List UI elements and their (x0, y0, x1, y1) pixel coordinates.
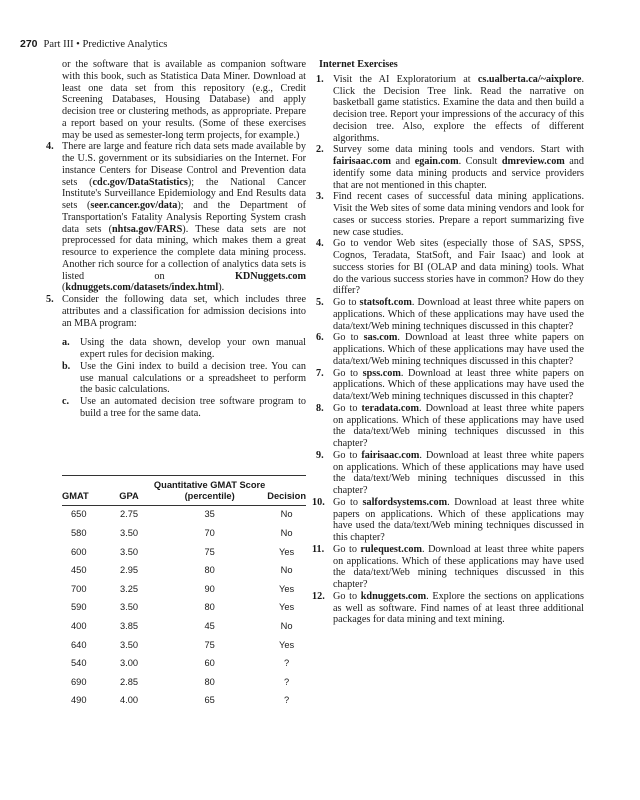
bold-link-text: fairisaac.com (361, 449, 420, 461)
exercise-item (46, 294, 306, 420)
sub-item-letter: b. (62, 360, 71, 372)
item-number: 2. (316, 144, 324, 156)
text-segment: Go to (333, 543, 361, 555)
text-segment: Go to (333, 496, 363, 508)
table-cell: Yes (279, 602, 295, 613)
table-cell: 80 (204, 565, 215, 576)
exercise-item (312, 496, 585, 544)
item-number: 6. (316, 332, 324, 344)
exercise-item (316, 367, 584, 403)
bold-link-text: spss.com (362, 367, 401, 379)
item-text (333, 368, 584, 403)
table-cell: 3.50 (119, 528, 139, 539)
sub-item-text: Using the data shown, develop your own manual expert rules for decision making. (80, 337, 306, 360)
table-cell: 3.50 (119, 639, 139, 650)
item-number: 7. (316, 367, 324, 379)
table-row (62, 655, 306, 674)
exercise-item (316, 332, 585, 367)
sub-item (62, 360, 306, 396)
table-cell: ? (284, 658, 290, 669)
table-cell: 600 (71, 546, 87, 557)
table-cell: 70 (204, 528, 215, 539)
table-row (62, 673, 306, 692)
section-title: Internet Exercises (319, 59, 398, 70)
right-column (312, 59, 585, 626)
exercise-item (316, 402, 585, 450)
table-row (62, 580, 306, 599)
table-cell: 45 (204, 620, 215, 631)
table-cell: Yes (279, 546, 295, 557)
table-row (62, 618, 306, 637)
item-number: 9. (316, 449, 324, 461)
table-cell: 2.95 (119, 565, 139, 576)
bold-link-text: dmreview.com (501, 156, 565, 167)
text-segment: ). (218, 282, 225, 294)
table-cell: Yes (279, 639, 295, 650)
text-segment: Find recent cases of successful data mining applications. Visit the Web sites of some data mining vendors and look for cases or success stories. Prepare a report summarizing five new case studies. (333, 191, 584, 238)
exercise-item (316, 297, 585, 332)
text-segment: or the software that is available as companion software with this book, such as Statistica Data Miner. Download at least one data set from this repository (e.g., Credit Screening Databases, Housing Database) and apply decision tree or clustering methods, as appropriate. Prepare a report based on your results. (Some of these exercises may be used as semester-long term projects, for example.) (62, 59, 306, 141)
text-segment: ( (62, 282, 66, 294)
text-segment: Survey some data mining tools and vendors. Start with (333, 144, 584, 156)
bold-link-text: fairisaac.com (333, 156, 391, 167)
exercise-item (316, 191, 584, 238)
item-text (333, 297, 584, 332)
table-cell: 3.85 (119, 620, 139, 631)
table-cell: 650 (71, 509, 87, 520)
table-cell: 540 (71, 658, 87, 669)
page-number: 270 (20, 38, 38, 50)
table-row (62, 543, 306, 562)
table-cell: No (280, 509, 293, 520)
bold-link-text: rulequest.com (360, 543, 422, 555)
exercise-item (316, 73, 584, 145)
exercise-item (46, 141, 306, 294)
table-cell: 3.50 (119, 602, 139, 613)
admission-data-table (62, 475, 306, 711)
table-cell: ? (284, 695, 290, 706)
table-cell: 90 (204, 583, 215, 594)
text-segment: ); and the Department of Transportation's Fatality Analysis Reporting System crash data sets ( (62, 200, 306, 235)
item-number: 1. (316, 73, 324, 85)
table-row (62, 506, 306, 525)
item-number: 8. (316, 402, 324, 414)
table-row (62, 562, 306, 581)
text-segment: Go to (333, 367, 363, 379)
table-cell: 3.25 (119, 583, 139, 594)
column-header: GPA (106, 476, 152, 506)
text-segment: Go to vendor Web sites (especially those of SAS, SPSS, Cognos, Teradata, StatSoft, and Fair Isaac) and look at success stories for BI (OLAP and data mining) tools. What do the various success stories have in common? How do they differ? (333, 238, 584, 297)
item-text (333, 74, 584, 144)
item-number: 10. (312, 496, 325, 508)
text-segment: . Download at least three white papers on applications. Which of these applications may have used the data/text/Web mining techniques discussed in this chapter? (333, 297, 585, 332)
item-number: 5. (316, 297, 324, 308)
table-cell: 80 (204, 676, 215, 687)
text-segment: Go to (333, 332, 364, 344)
item-number: 3. (316, 191, 324, 203)
table-cell: 2.85 (119, 676, 139, 687)
table-row (62, 599, 306, 618)
table-cell: 3.50 (119, 546, 139, 557)
table-cell: 3.00 (119, 658, 139, 669)
item-text (333, 332, 584, 367)
text-segment: Visit the AI Exploratorium at (333, 73, 478, 85)
text-segment: Go to (333, 402, 362, 414)
table-cell: 60 (204, 658, 215, 669)
text-segment: and (391, 156, 415, 167)
column-header: GMAT (62, 476, 106, 506)
text-segment: . Download at least three white papers on applications. Which of these applications may have used the data/text/Web mining techniques discussed in this chapter? (333, 449, 585, 496)
text-segment: . Download at least three white papers on applications. Which of these applications may have used the data/text/Web mining techniques discussed in this chapter? (333, 367, 584, 402)
text-segment: ). These data sets are not preprocessed for data mining, which makes them a great resource to experience the complete data mining process. Another rich source for a collection of analytics data sets is listed on (62, 223, 306, 282)
bold-link-text: cdc.gov/DataStatistics (92, 176, 188, 188)
sub-item-letter: a. (62, 337, 70, 349)
table-cell: No (280, 565, 293, 576)
table-header-row (62, 476, 306, 506)
exercise-item (316, 449, 585, 497)
sub-item (62, 337, 306, 361)
item-text (333, 544, 584, 590)
text-segment: Consider the following data set, which includes three attributes and a classification for admission decisions into an MBA program: (62, 294, 306, 329)
sub-items (62, 337, 306, 419)
table-cell: No (280, 620, 293, 631)
table-cell: Yes (279, 583, 295, 594)
exercise-item (316, 144, 584, 191)
table-cell: 700 (71, 583, 87, 594)
table-cell: 75 (204, 546, 215, 557)
table-cell: 75 (204, 639, 215, 650)
running-title: Part III • Predictive Analytics (43, 39, 168, 50)
table-cell: 640 (71, 639, 87, 650)
item-text (333, 591, 584, 626)
item-number: 4. (316, 238, 324, 250)
table-cell: ? (284, 676, 290, 687)
text-segment: . Explore the sections on applications as well as software. Find names of at least three additional packages for data mining and text mining. (333, 590, 584, 626)
table-cell: 400 (71, 620, 87, 631)
bold-link-text: seer.cancer.gov/data (90, 200, 178, 211)
bold-link-text: sas.com (363, 332, 398, 344)
table-cell: 65 (204, 695, 215, 706)
bold-link-text: statsoft.com (359, 297, 412, 308)
text-segment: . Download at least three white papers on applications. Which of these applications may have used the data/text/Web mining techniques discussed in this chapter? (333, 543, 584, 590)
exercise-item (312, 543, 584, 591)
item-text (62, 141, 306, 293)
item-text (333, 191, 584, 237)
bold-link-text: teradata.com (361, 402, 419, 414)
bold-link-text: cs.ualberta.ca/~aixplore (477, 73, 582, 85)
bold-link-text: kdnuggets.com/datasets/index.html (65, 282, 219, 294)
item-number: 11. (312, 543, 325, 555)
table-cell: 580 (71, 528, 87, 539)
sub-item-text: Use an automated decision tree software program to build a tree for the same data. (80, 396, 306, 419)
exercise-item (316, 238, 584, 297)
bold-link-text: salfordsystems.com (362, 496, 448, 508)
table-row (62, 525, 306, 544)
table-cell: 35 (204, 509, 215, 520)
text-segment: Go to (333, 297, 360, 308)
column-header: Decision (267, 476, 306, 506)
item-number: 12. (312, 590, 325, 602)
text-segment: . Download at least three white papers on applications. Which of these applications may have used the data/text/Web mining techniques discussed in this chapter? (333, 496, 585, 543)
item-text (333, 497, 584, 543)
table-row (62, 692, 306, 711)
table-cell: No (280, 528, 293, 539)
item-text (333, 450, 584, 496)
left-column (46, 59, 306, 420)
table-cell: 690 (71, 676, 87, 687)
item-text (62, 294, 306, 329)
bold-link-text: kdnuggets.com (360, 590, 427, 602)
sub-item (62, 396, 306, 420)
text-segment: ); the National Cancer Institute's Surveillance Epidemiology and End Results data sets ( (62, 176, 306, 211)
exercise-item (312, 590, 584, 626)
table-cell: 2.75 (119, 509, 139, 520)
bold-link-text: egain.com (414, 156, 459, 167)
table-cell: 590 (71, 602, 87, 613)
intro-paragraph (62, 59, 306, 141)
text-segment: and identify some data mining products and service providers that are not mentioned in this chapter. (333, 156, 584, 191)
sub-item-text: Use the Gini index to build a decision tree. You can use manual calculations or a spreadsheet to perform the basic calculations. (80, 360, 306, 396)
item-text (333, 144, 584, 190)
item-text (333, 238, 584, 296)
running-header (20, 39, 167, 51)
text-segment: There are large and feature rich data sets made available by the U.S. government or its subsidiaries on the Internet. For instance Centers for Disease Control and Prevention data sets ( (62, 141, 306, 188)
text-segment: . Click the Decision Tree link. Read the narrative on basketball game statistics. Examine the data and then build a decision tree. Report your impressions of the accuracy of this decision tree. Also, explore the effects of different algorithms. (333, 73, 584, 144)
sub-item-letter: c. (62, 396, 70, 407)
text-segment: . Consult (458, 156, 502, 167)
text-segment: Go to (333, 449, 362, 461)
bold-link-text: KDNuggets.com (234, 270, 306, 282)
table-row (62, 636, 306, 655)
table-cell: 450 (71, 565, 87, 576)
item-text (333, 403, 584, 449)
column-header: Quantitative GMAT Score (percentile) (152, 476, 267, 506)
item-number: 4. (46, 141, 54, 153)
item-number: 5. (46, 294, 54, 305)
text-segment: . Download at least three white papers on applications. Which of these applications may have used the data/text/Web mining techniques discussed in this chapter? (333, 402, 585, 449)
table-cell: 490 (71, 695, 87, 706)
text-segment: . Download at least three white papers on applications. Which of these applications may have used the data/text/Web mining techniques discussed in this chapter? (333, 332, 585, 367)
text-segment: Go to (333, 590, 361, 602)
table-cell: 80 (204, 602, 215, 613)
bold-link-text: nhtsa.gov/FARS (112, 223, 183, 235)
table-cell: 4.00 (119, 695, 139, 706)
